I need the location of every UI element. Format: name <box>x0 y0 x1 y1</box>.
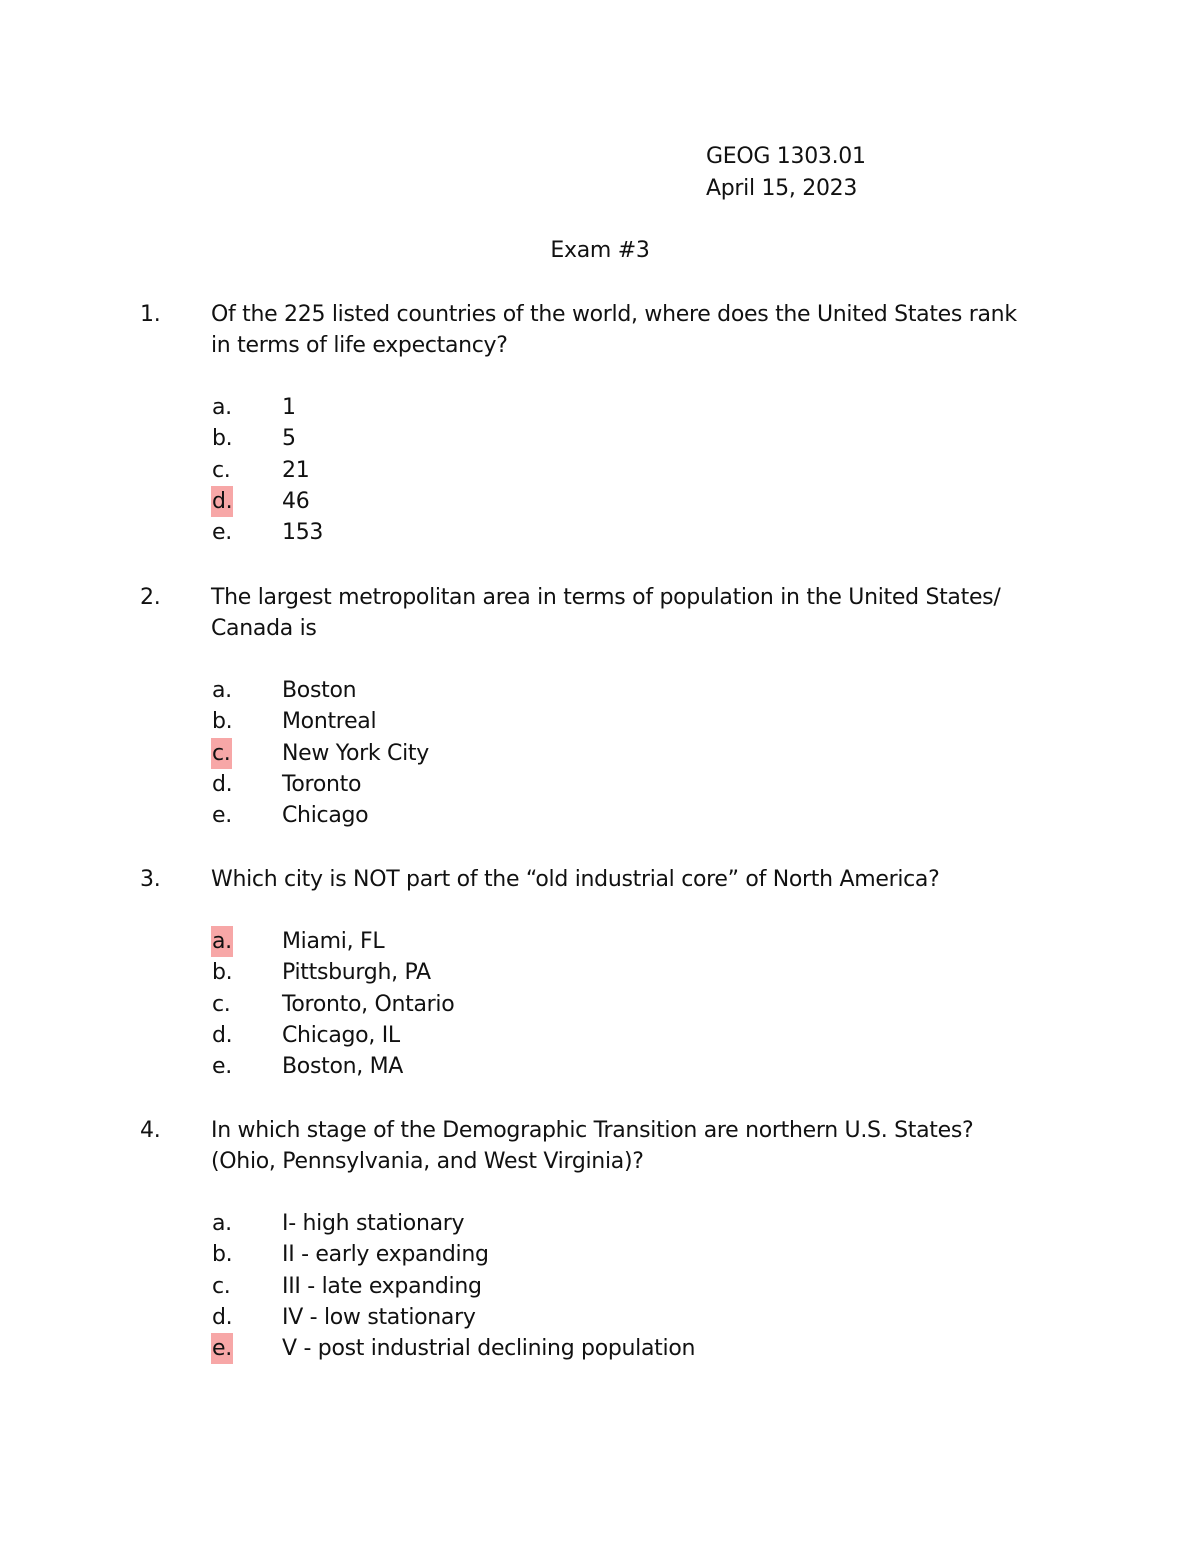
question-number: 1. <box>140 302 161 327</box>
option-text: 5 <box>282 426 296 452</box>
option-letter: c. <box>212 1273 231 1299</box>
option-text: Boston, MA <box>282 1054 404 1080</box>
option-text: 21 <box>282 457 310 483</box>
question-4 <box>140 1115 1040 1364</box>
option-text: IV - low stationary <box>282 1304 476 1330</box>
question-text: Of the 225 listed countries of the world, where does the United States rank in terms of life expectancy? <box>211 302 1017 358</box>
question-text: Which city is NOT part of the “old industrial core” of North America? <box>211 867 940 892</box>
answer-options <box>140 1208 1040 1364</box>
option-letter: d. <box>212 1022 233 1048</box>
answer-option <box>140 769 1040 800</box>
option-text: Pittsburgh, PA <box>282 960 431 986</box>
option-letter: c. <box>212 991 231 1017</box>
option-text: III - late expanding <box>282 1273 482 1299</box>
option-text: Miami, FL <box>282 929 385 954</box>
option-text: 1 <box>282 395 296 420</box>
answer-option <box>140 423 1040 454</box>
answer-option <box>140 926 1040 957</box>
option-text: I- high stationary <box>282 1211 465 1236</box>
option-letter: e. <box>212 1054 232 1080</box>
option-text: Montreal <box>282 709 377 735</box>
option-text: Toronto, Ontario <box>282 991 455 1017</box>
answer-option <box>140 738 1040 769</box>
answer-option <box>140 392 1040 423</box>
option-text: 153 <box>282 520 324 546</box>
option-letter: c. <box>212 457 231 483</box>
option-text: Toronto <box>282 771 362 797</box>
question-2 <box>140 582 1040 831</box>
option-letter: d. <box>212 771 233 797</box>
option-text: Chicago, IL <box>282 1022 400 1048</box>
option-letter: a. <box>212 395 232 420</box>
question-number: 3. <box>140 867 161 892</box>
option-text: V - post industrial declining population <box>282 1336 696 1362</box>
exam-date: April 15, 2023 <box>706 176 858 201</box>
answer-option <box>140 800 1040 831</box>
answer-option <box>140 706 1040 737</box>
option-letter: a. <box>212 1211 232 1236</box>
answer-options <box>140 675 1040 831</box>
option-letter: d. <box>212 1304 233 1330</box>
answer-option <box>140 675 1040 706</box>
question-text: In which stage of the Demographic Transition are northern U.S. States? (Ohio, Pennsylvania, and West Virginia)? <box>211 1118 974 1174</box>
option-letter-correct: d. <box>211 486 233 517</box>
answer-options <box>140 926 1040 1082</box>
option-letter: e. <box>212 520 232 546</box>
option-letter-correct: c. <box>211 738 232 769</box>
question-number: 4. <box>140 1118 161 1143</box>
exam-title: Exam #3 <box>550 238 650 263</box>
answer-option <box>140 1239 1040 1270</box>
option-letter: b. <box>212 426 233 452</box>
option-letter: b. <box>212 960 233 986</box>
option-text: 46 <box>282 488 310 514</box>
exam-header <box>706 141 866 205</box>
option-letter-correct: e. <box>211 1333 233 1364</box>
option-letter-correct: a. <box>211 926 233 957</box>
question-text: The largest metropolitan area in terms of population in the United States/ Canada is <box>211 585 1001 641</box>
answer-option <box>140 989 1040 1020</box>
answer-option <box>140 486 1040 517</box>
answer-option <box>140 1208 1040 1239</box>
question-1 <box>140 299 1040 548</box>
option-letter: a. <box>212 678 232 703</box>
option-text: Chicago <box>282 803 369 829</box>
answer-option <box>140 1051 1040 1082</box>
option-text: II - early expanding <box>282 1242 489 1268</box>
option-letter: e. <box>212 803 232 829</box>
answer-options <box>140 392 1040 548</box>
answer-option <box>140 1333 1040 1364</box>
option-letter: b. <box>212 709 233 735</box>
option-letter: b. <box>212 1242 233 1268</box>
question-number: 2. <box>140 585 161 610</box>
course-code: GEOG 1303.01 <box>706 144 866 169</box>
answer-option <box>140 1271 1040 1302</box>
answer-option <box>140 1302 1040 1333</box>
answer-option <box>140 1020 1040 1051</box>
answer-option <box>140 455 1040 486</box>
question-3 <box>140 864 1040 1082</box>
answer-option <box>140 957 1040 988</box>
answer-option <box>140 517 1040 548</box>
option-text: Boston <box>282 678 357 703</box>
option-text: New York City <box>282 740 429 766</box>
